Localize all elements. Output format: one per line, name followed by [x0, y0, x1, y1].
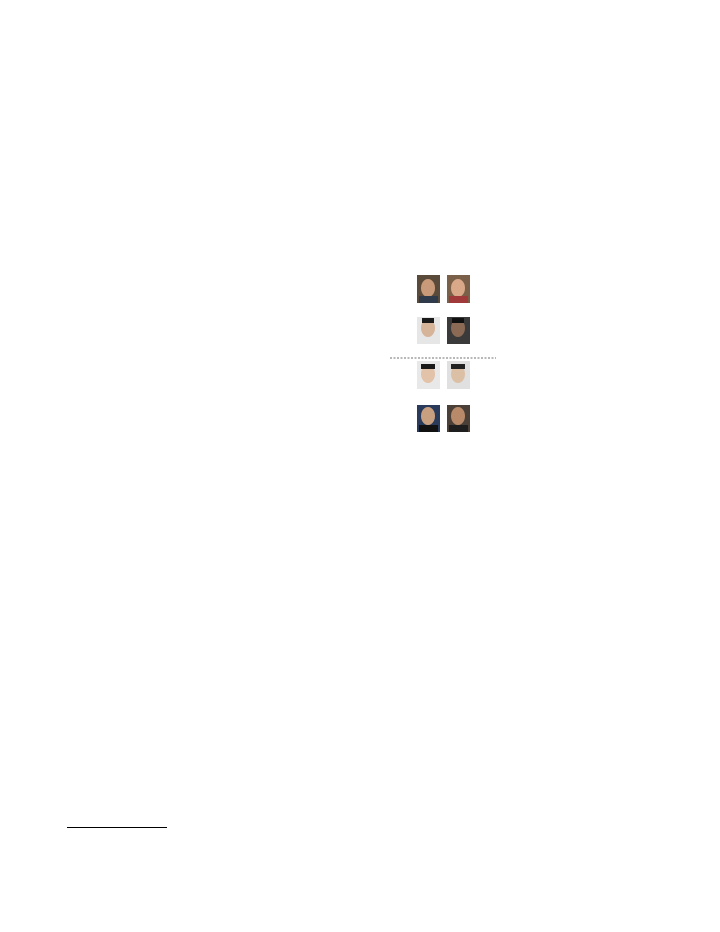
footnote-rule	[67, 827, 167, 828]
pure-thumbnails	[417, 275, 470, 303]
figure-1	[372, 268, 654, 460]
celebdf-thumbnails	[417, 405, 470, 432]
buaa-thumbnails	[417, 317, 470, 344]
casme-thumbnails	[417, 361, 470, 389]
author-block	[60, 191, 660, 193]
